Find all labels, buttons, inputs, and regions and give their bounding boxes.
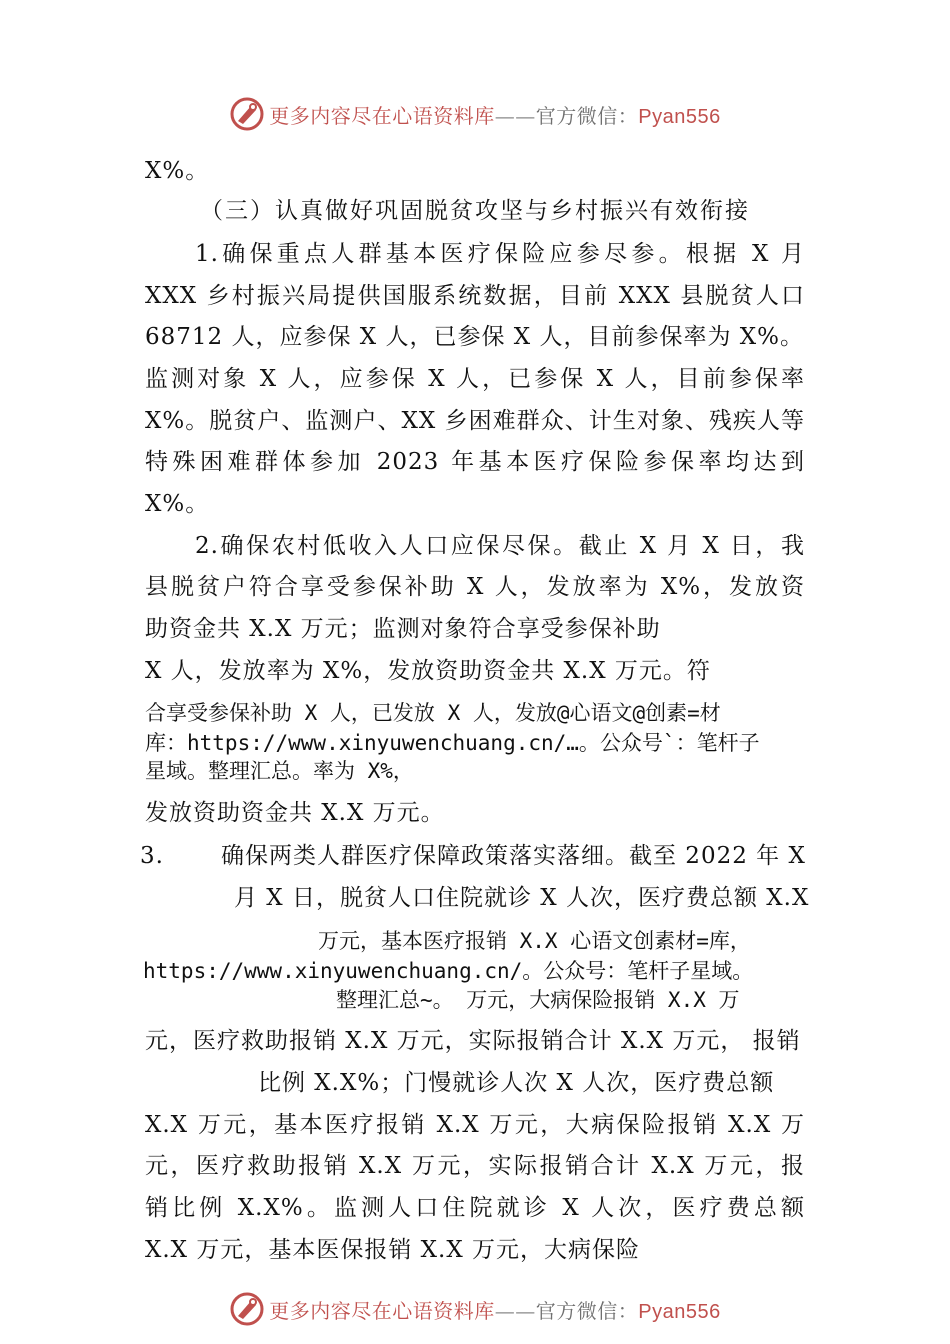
- banner-wechat-id: Pyan556: [638, 105, 721, 128]
- section-heading: （三）认真做好巩固脱贫攻坚与乡村振兴有效衔接: [200, 198, 750, 224]
- text-line: 比例 X.X%；门慢就诊人次 X 人次，医疗费总额: [258, 1070, 775, 1096]
- banner-text: 更多内容尽在心语资料库: [269, 103, 495, 128]
- text-line: 元，医疗救助报销 X.X 万元，实际报销合计 X.X 万元，报: [145, 1153, 805, 1179]
- text-line: 68712 人，应参保 X 人，已参保 X 人，目前参保率为 X%。: [145, 324, 805, 350]
- list-number: 3.: [140, 843, 164, 869]
- text-line: 确保两类人群医疗保障政策落实落细。截至 2022 年 X: [221, 843, 806, 869]
- text-line: 销比例 X.X%。监测人口住院就诊 X 人次，医疗费总额: [145, 1195, 805, 1221]
- text-line: 元，医疗救助报销 X.X 万元，实际报销合计 X.X 万元， 报销: [145, 1028, 801, 1054]
- banner-text: 更多内容尽在心语资料库: [269, 1298, 495, 1323]
- text-line: XXX 乡村振兴局提供国服系统数据，目前 XXX 县脱贫人口: [145, 283, 805, 309]
- text-line: 合享受参保补助 X 人，已发放 X 人，发放@心语文@创素=材: [145, 701, 721, 725]
- footer-banner: [0, 1289, 950, 1329]
- text-line: 2.确保农村低收入人口应保尽保。截止 X 月 X 日，我: [195, 533, 805, 559]
- text-line: 监测对象 X 人，应参保 X 人，已参保 X 人，目前参保率: [145, 366, 805, 392]
- text-line: 整理汇总~。 万元，大病保险报销 X.X 万: [336, 988, 740, 1012]
- text-line: 月 X 日，脱贫人口住院就诊 X 人次，医疗费总额 X.X: [234, 885, 810, 911]
- text-line: X%。脱贫户、监测户、XX 乡困难群众、计生对象、残疾人等: [145, 408, 805, 434]
- banner-separator: ——: [494, 103, 536, 128]
- logo-icon: [229, 1291, 265, 1327]
- text-line: 县脱贫户符合享受参保补助 X 人，发放率为 X%，发放资: [145, 574, 805, 600]
- text-line: 库：https://www.xinyuwenchuang.cn/…。公众号`：笔杆子: [145, 731, 760, 755]
- text-line: X%。: [145, 491, 210, 517]
- text-line: X.X 万元，基本医保报销 X.X 万元，大病保险: [145, 1237, 641, 1263]
- banner-separator: ——: [494, 1298, 536, 1323]
- text-line: 1.确保重点人群基本医疗保险应参尽参。根据 X 月: [195, 241, 805, 267]
- text-line: 助资金共 X.X 万元；监测对象符合享受参保补助: [145, 616, 661, 642]
- text-line: 特殊困难群体参加 2023 年基本医疗保险参保率均达到: [145, 449, 805, 475]
- text-line: https://www.xinyuwenchuang.cn/。公众号：笔杆子星域。: [143, 959, 754, 983]
- text-line: 发放资助资金共 X.X 万元。: [145, 800, 445, 826]
- text-line: X%。: [145, 158, 210, 184]
- header-banner: [0, 94, 950, 134]
- text-line: 万元，基本医疗报销 X.X 心语文创素材=库，: [318, 929, 751, 953]
- banner-wechat-label: 官方微信：: [535, 103, 639, 128]
- text-line: X 人，发放率为 X%，发放资助资金共 X.X 万元。符: [145, 658, 711, 684]
- banner-wechat-id: Pyan556: [638, 1300, 721, 1323]
- logo-icon: [229, 96, 265, 132]
- text-line: 星域。整理汇总。率为 X%，: [145, 759, 414, 783]
- banner-wechat-label: 官方微信：: [535, 1298, 639, 1323]
- text-line: X.X 万元，基本医疗报销 X.X 万元，大病保险报销 X.X 万: [145, 1112, 805, 1138]
